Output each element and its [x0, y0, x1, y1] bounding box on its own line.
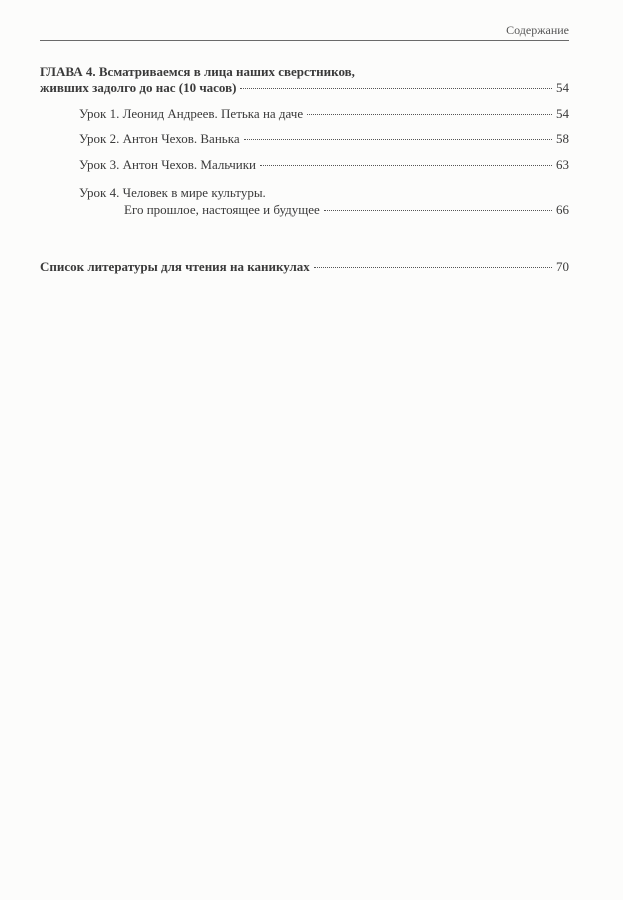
lesson-4-title-line1: Урок 4. Человек в мире культуры. — [79, 185, 266, 200]
toc-entry-lesson-2 — [79, 131, 569, 147]
lesson-title: Урок 3. Антон Чехов. Мальчики — [79, 157, 257, 172]
lesson-page-number: 58 — [556, 131, 569, 146]
toc-entry-lesson-1 — [79, 106, 569, 122]
lesson-title: Урок 2. Антон Чехов. Ванька — [79, 131, 240, 146]
dot-leader — [314, 267, 552, 268]
dot-leader — [260, 165, 552, 166]
dot-leader — [244, 139, 552, 140]
reading-list-title: Список литературы для чтения на каникулах — [40, 259, 310, 274]
reading-list-page-number: 70 — [556, 259, 569, 274]
header-rule — [40, 40, 569, 41]
lesson-page-number: 66 — [556, 202, 569, 217]
toc-entry-reading-list — [40, 259, 569, 275]
toc-entry-chapter-4 — [40, 80, 569, 96]
dot-leader — [307, 114, 552, 115]
lesson-page-number: 54 — [556, 106, 569, 121]
dot-leader — [324, 210, 552, 211]
lesson-page-number: 63 — [556, 157, 569, 172]
lesson-4-title-line2: Его прошлое, настоящее и будущее — [124, 202, 320, 217]
toc-entry-lesson-4 — [124, 202, 569, 218]
dot-leader — [240, 88, 552, 89]
running-head: Содержание — [506, 23, 569, 37]
lesson-title: Урок 1. Леонид Андреев. Петька на даче — [79, 106, 304, 121]
chapter-title-line1: ГЛАВА 4. Всматриваемся в лица наших сверстников, — [40, 64, 355, 79]
chapter-page-number: 54 — [556, 80, 569, 95]
chapter-title-line2: живших задолго до нас (10 часов) — [40, 80, 237, 95]
toc-entry-lesson-3 — [79, 157, 569, 173]
